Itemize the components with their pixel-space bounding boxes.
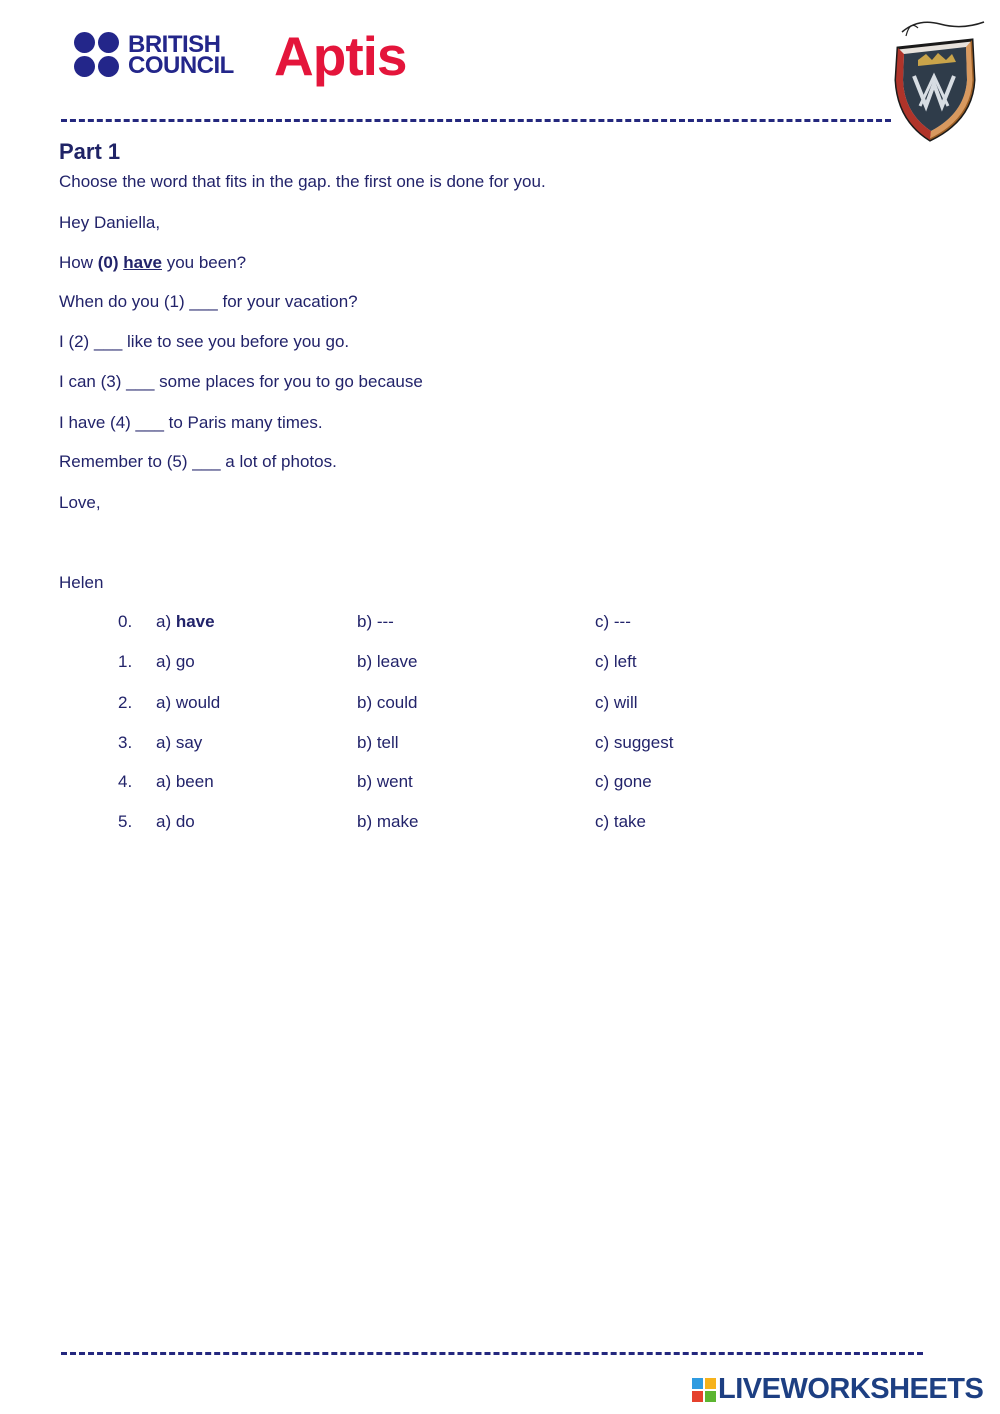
option-b[interactable]: b) went <box>357 772 413 791</box>
option-b[interactable]: b) tell <box>357 733 399 752</box>
option-number: 1. <box>118 652 133 671</box>
header-divider <box>61 119 891 122</box>
option-a[interactable]: a) do <box>156 812 195 831</box>
option-a[interactable]: a) have <box>156 612 215 631</box>
option-number: 4. <box>118 772 133 791</box>
option-c[interactable]: c) left <box>595 652 637 671</box>
letter-line-4: I have (4) ___ to Paris many times. <box>59 413 323 432</box>
option-a[interactable]: a) been <box>156 772 214 791</box>
option-c[interactable]: c) gone <box>595 772 652 791</box>
option-number: 2. <box>118 693 133 712</box>
letter-greeting: Hey Daniella, <box>59 213 161 232</box>
option-c[interactable]: c) will <box>595 693 638 712</box>
british-council-logo <box>74 32 234 78</box>
letter-line-3: I can (3) ___ some places for you to go because <box>59 372 423 391</box>
option-b[interactable]: b) could <box>357 693 418 712</box>
option-b[interactable]: b) leave <box>357 652 418 671</box>
option-number: 3. <box>118 733 133 752</box>
liveworksheets-logo <box>692 1373 983 1406</box>
letter-line-2: I (2) ___ like to see you before you go. <box>59 332 350 351</box>
letter-signature: Helen <box>59 573 104 592</box>
option-number: 0. <box>118 612 133 631</box>
liveworksheets-wordmark: LIVEWORKSHEETS <box>718 1373 984 1405</box>
footer-divider <box>61 1352 923 1355</box>
part-title: Part 1 <box>59 139 121 164</box>
letter-line-5: Remember to (5) ___ a lot of photos. <box>59 452 337 471</box>
letter-line-0: How (0) have you been? <box>59 253 247 272</box>
option-b[interactable]: b) make <box>357 812 419 831</box>
option-c[interactable]: c) --- <box>595 612 631 631</box>
option-c[interactable]: c) suggest <box>595 733 674 752</box>
british-council-dots-icon <box>74 32 120 78</box>
option-a[interactable]: a) would <box>156 693 221 712</box>
option-c[interactable]: c) take <box>595 812 647 831</box>
liveworksheets-icon <box>692 1378 716 1402</box>
option-a[interactable]: a) go <box>156 652 195 671</box>
aptis-logo: Aptis <box>274 25 407 87</box>
example-answer: have <box>123 253 162 272</box>
option-a[interactable]: a) say <box>156 733 203 752</box>
instruction-text: Choose the word that fits in the gap. the first one is done for you. <box>59 172 546 191</box>
british-council-wordmark: BRITISH COUNCIL <box>128 31 234 79</box>
letter-closing: Love, <box>59 493 101 512</box>
option-b[interactable]: b) --- <box>357 612 394 631</box>
option-number: 5. <box>118 812 133 831</box>
letter-line-1: When do you (1) ___ for your vacation? <box>59 292 358 311</box>
montfort-crest-icon <box>888 10 988 146</box>
